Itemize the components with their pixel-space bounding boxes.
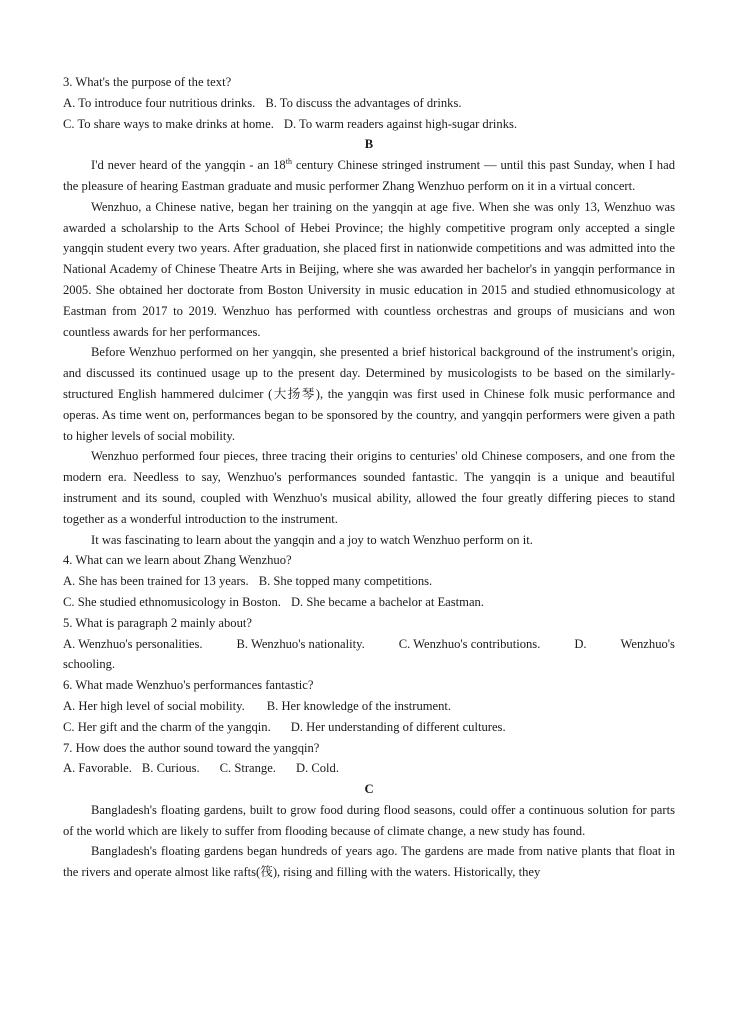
option-d-letter: D. — [574, 636, 587, 651]
option-a: A. Wenzhuo's personalities. — [63, 636, 203, 651]
option-d-continuation: schooling. — [63, 657, 116, 672]
option-a: A. She has been trained for 13 years. — [63, 574, 249, 589]
option-b: B. To discuss the advantages of drinks. — [265, 95, 462, 110]
paragraph-text: century Chinese stringed instrument — until this past Sunday, when I had the pleasure of hearing Eastman graduate and music performer Zhang Wenzhuo perform on it in a virtual concert. — [63, 158, 675, 193]
option-d-word: Wenzhuo's — [620, 636, 675, 651]
question-stem: 4. What can we learn about Zhang Wenzhuo? — [63, 553, 292, 568]
option-b: B. Curious. — [141, 761, 200, 776]
options-row — [63, 114, 675, 135]
question-stem: 5. What is paragraph 2 mainly about? — [63, 615, 252, 630]
option-c: C. Her gift and the charm of the yangqin. — [63, 719, 271, 734]
paragraph-b4: Wenzhuo performed four pieces, three tracing their origins to centuries' old Chinese composers, and one from the modern era. Needless to say, Wenzhuo's performances sounded fantastic. The yangqin is a unique and beautiful instrument and its sound, coupled with Wenzhuo's musical ability, allowed the four greatly differing pieces to stand together as a wonderful introduction to the instrument. — [63, 449, 675, 526]
question-4 — [63, 550, 675, 612]
paragraph-b1 — [63, 155, 675, 197]
option-d: D. Cold. — [295, 761, 340, 776]
options-row — [63, 634, 675, 655]
option-d: D. To warm readers against high-sugar drinks. — [283, 116, 518, 131]
question-7 — [63, 738, 675, 780]
paragraph-b3: Before Wenzhuo performed on her yangqin, she presented a brief historical background of the instrument's origin, and discussed its continued usage up to the present day. Determined by musicologists to be based on the similarly-structured English hammered dulcimer (大扬琴), the yangqin was first used in Chinese folk music performance and operas. As time went on, performances began to be sponsored by the country, and yangqin performers were given a path to higher levels of social mobility. — [63, 345, 675, 443]
paragraph-b2: Wenzhuo, a Chinese native, began her training on the yangqin at age five. When she was only 13, Wenzhuo was awarded a scholarship to the Arts School of Hebei Province; the highly competitive program only accepted a single yangqin student every two years. After graduation, she placed first in nationwide competitions and was admitted into the National Academy of Chinese Theatre Arts in Beijing, where she was awarded her bachelor's in yangqin performance in 2005. She obtained her doctorate from Boston University in music education in 2015 and studied ethnomusicology at Eastman from 2017 to 2019. Wenzhuo has performed with countless orchestras and groups of musicians and won countless awards for her performances. — [63, 199, 675, 339]
option-b: B. Wenzhuo's nationality. — [236, 636, 365, 651]
option-c: C. To share ways to make drinks at home. — [63, 116, 274, 131]
option-d: D. She became a bachelor at Eastman. — [290, 594, 484, 609]
section-c-heading: C — [364, 782, 374, 797]
question-6 — [63, 675, 675, 737]
paragraph-b5: It was fascinating to learn about the yangqin and a joy to watch Wenzhuo perform on it. — [91, 532, 533, 547]
question-stem: 7. How does the author sound toward the yangqin? — [63, 740, 320, 755]
option-b: B. Her knowledge of the instrument. — [266, 698, 452, 713]
option-c: C. She studied ethnomusicology in Boston. — [63, 594, 281, 609]
superscript-th: th — [285, 157, 292, 166]
question-stem: 3. What's the purpose of the text? — [63, 75, 232, 89]
option-a: A. Favorable. — [63, 761, 132, 776]
options-row — [63, 592, 675, 613]
option-a: A. To introduce four nutritious drinks. — [63, 95, 256, 110]
option-c: C. Wenzhuo's contributions. — [398, 636, 541, 651]
options-row — [63, 696, 675, 717]
paragraph-text: I'd never heard of the yangqin - an 18 — [91, 158, 286, 173]
option-d: D. Her understanding of different cultures. — [290, 719, 506, 734]
paragraph-c1: Bangladesh's floating gardens, built to grow food during flood seasons, could offer a continuous solution for parts of the world which are likely to suffer from flooding because of climate change, a new study has found. — [63, 802, 675, 838]
options-row — [63, 717, 675, 738]
worksheet-page — [63, 72, 675, 883]
options-row — [63, 758, 675, 779]
section-b-heading: B — [364, 137, 374, 152]
option-a: A. Her high level of social mobility. — [63, 698, 245, 713]
paragraph-c2: Bangladesh's floating gardens began hundreds of years ago. The gardens are made from native plants that float in the rivers and operate almost like rafts(筏), rising and filling with the waters. Historically, they — [63, 844, 675, 880]
question-stem: 6. What made Wenzhuo's performances fantastic? — [63, 678, 314, 693]
question-3 — [63, 72, 675, 134]
options-row — [63, 571, 675, 592]
option-b: B. She topped many competitions. — [258, 574, 433, 589]
question-5 — [63, 613, 675, 675]
option-c: C. Strange. — [219, 761, 276, 776]
options-row — [63, 93, 675, 114]
